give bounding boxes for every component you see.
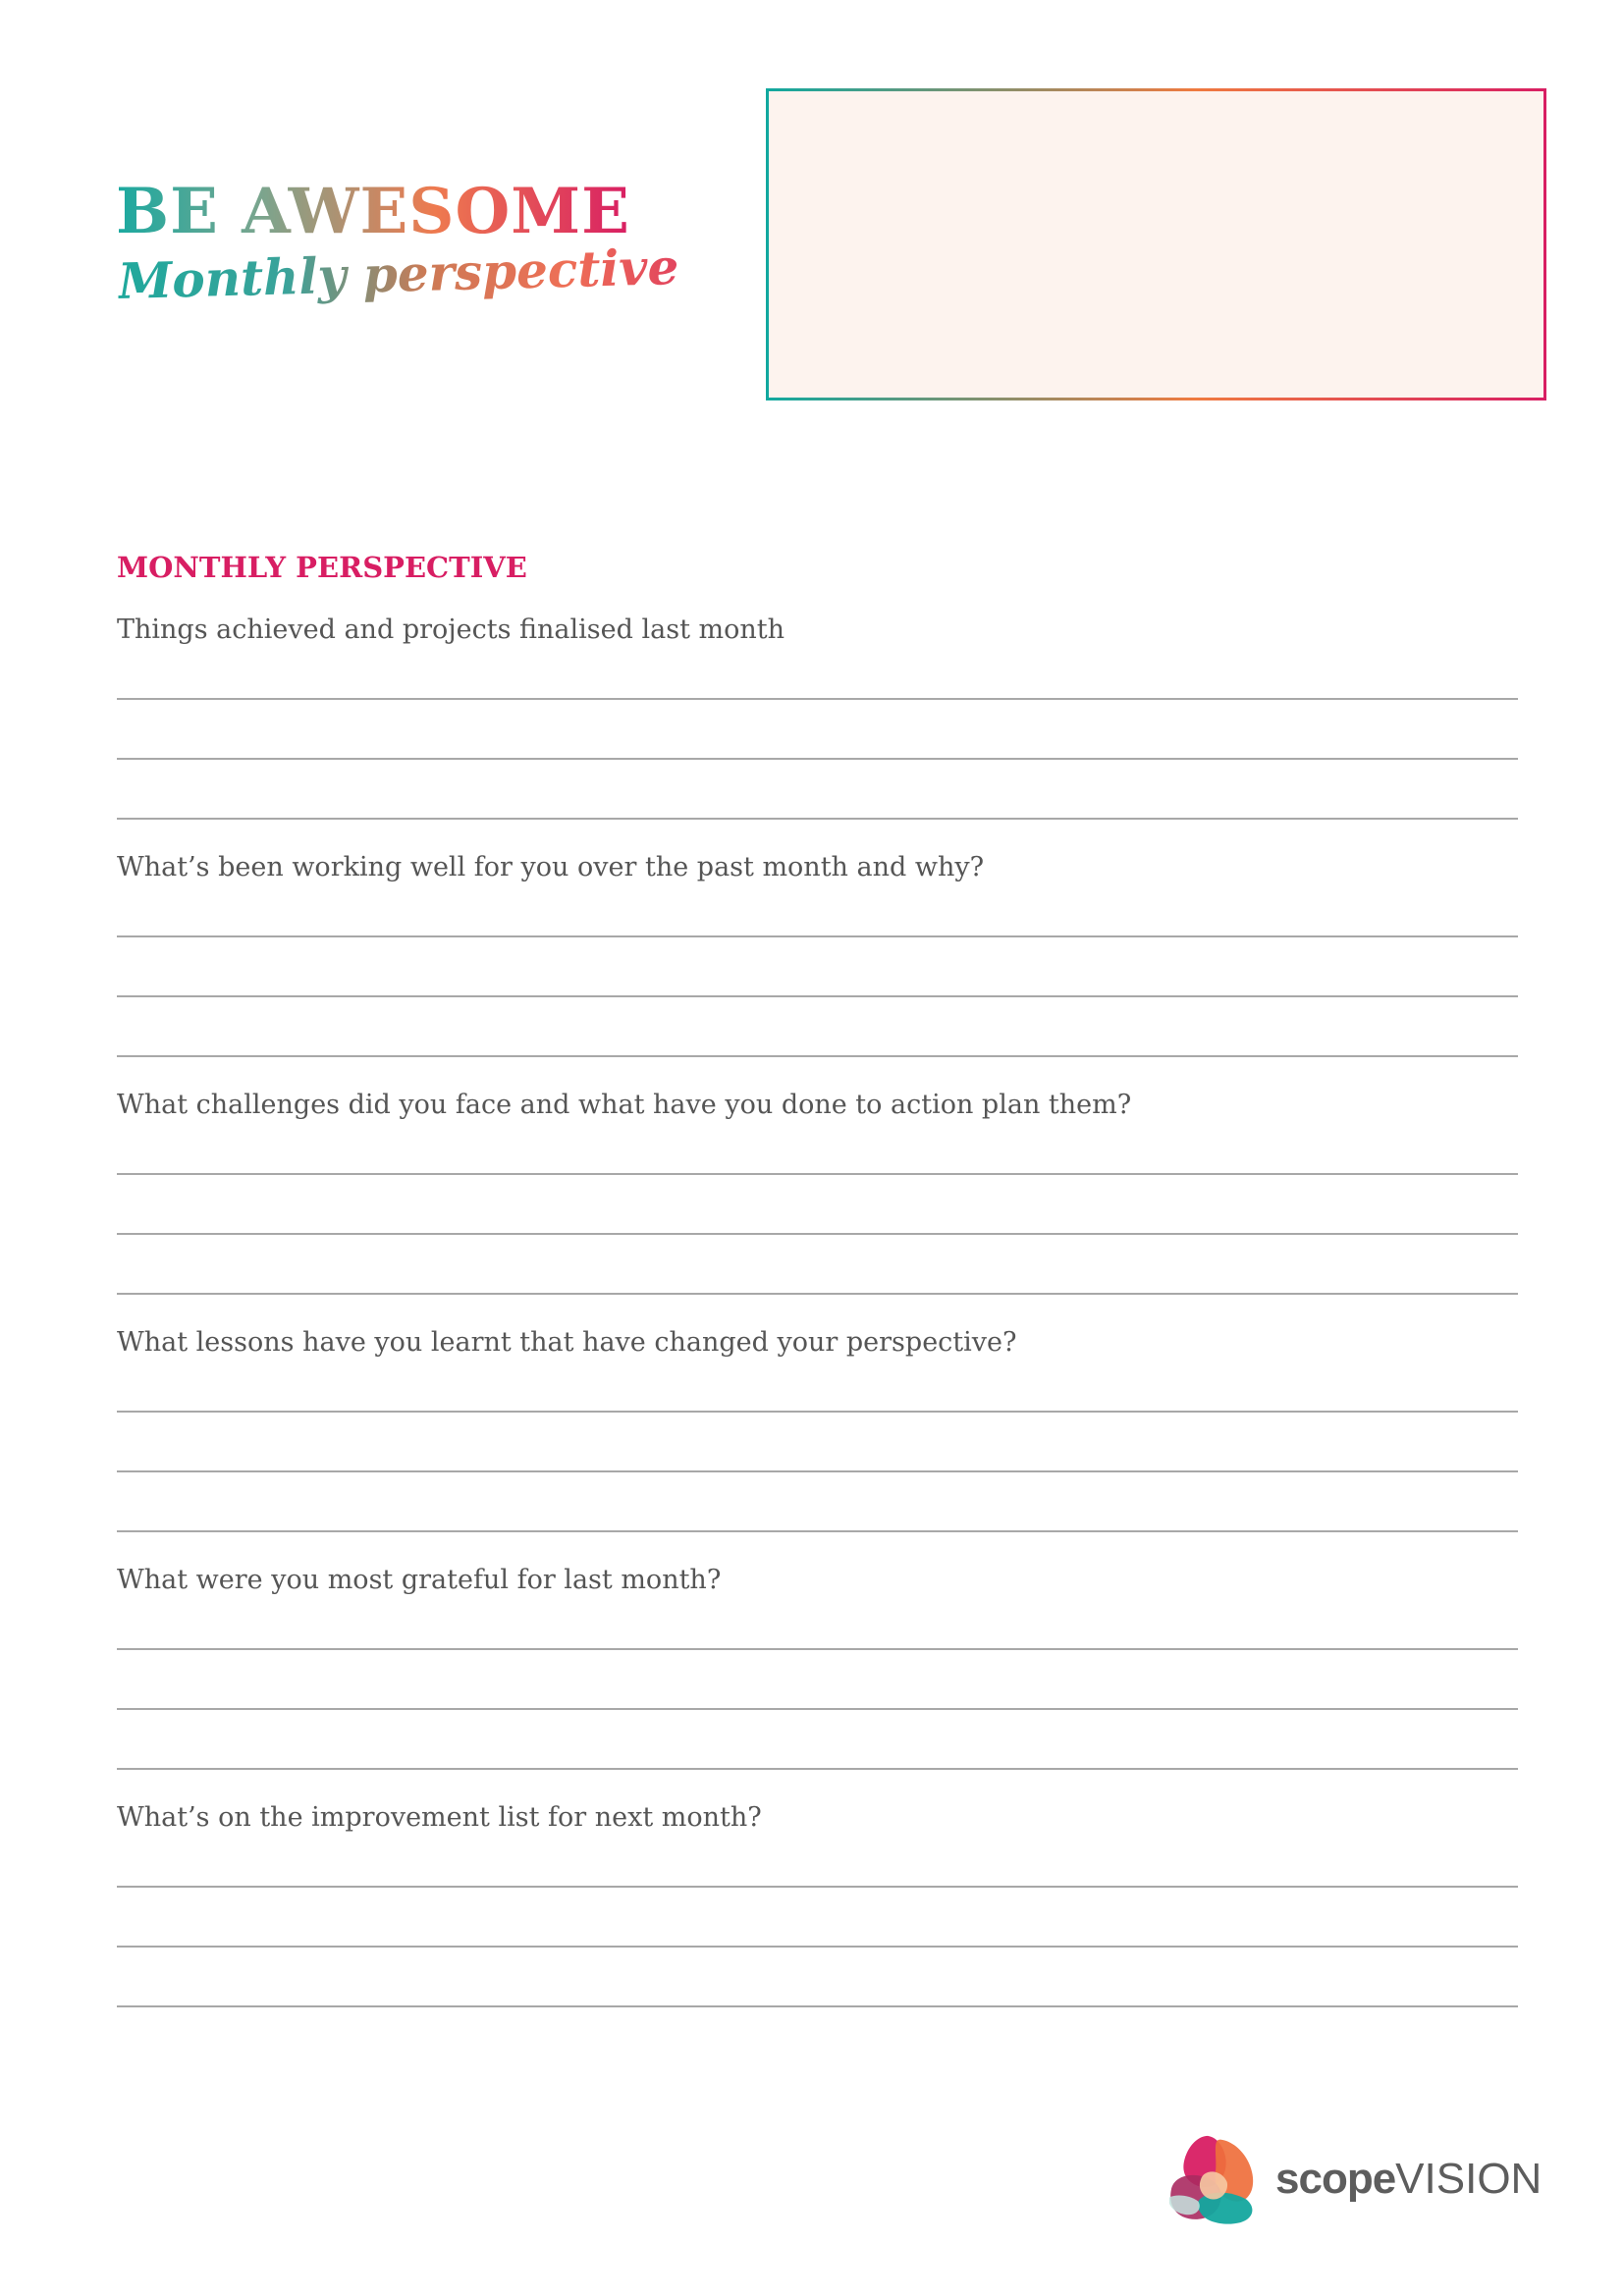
page-subtitle: Monthly perspective	[117, 236, 679, 313]
question-label: What’s on the improvement list for next month?	[117, 1802, 762, 1833]
question-label: What challenges did you face and what have you done to action plan them?	[117, 1090, 1132, 1120]
answer-line[interactable]	[117, 1233, 1518, 1235]
question-block	[117, 609, 1518, 846]
brand-light: VISION	[1395, 2155, 1543, 2203]
answer-line[interactable]	[117, 1648, 1518, 1650]
answer-line[interactable]	[117, 698, 1518, 700]
answer-line[interactable]	[117, 758, 1518, 760]
question-label: What’s been working well for you over the past month and why?	[117, 852, 985, 882]
answer-line[interactable]	[117, 1946, 1518, 1948]
answer-line[interactable]	[117, 2005, 1518, 2007]
question-block	[117, 1559, 1518, 1796]
section-heading: MONTHLY PERSPECTIVE	[117, 551, 527, 584]
question-label: What were you most grateful for last month?	[117, 1565, 722, 1595]
question-block	[117, 1084, 1518, 1321]
scopevision-wordmark	[1275, 2152, 1542, 2207]
question-label: Things achieved and projects finalised last month	[117, 614, 785, 645]
scopevision-logo-icon	[1164, 2130, 1260, 2226]
answer-line[interactable]	[117, 1293, 1518, 1295]
answer-line[interactable]	[117, 1470, 1518, 1472]
answer-line[interactable]	[117, 1530, 1518, 1532]
answer-line[interactable]	[117, 1411, 1518, 1413]
answer-line[interactable]	[117, 1173, 1518, 1175]
question-label: What lessons have you learnt that have changed your perspective?	[117, 1327, 1017, 1358]
scopevision-logo	[1164, 2130, 1543, 2228]
question-block	[117, 846, 1518, 1084]
question-block	[117, 1321, 1518, 1559]
question-block	[117, 1796, 1518, 2034]
page-title: BE AWESOME	[116, 175, 630, 248]
answer-line[interactable]	[117, 1055, 1518, 1057]
answer-line[interactable]	[117, 935, 1518, 937]
answer-line[interactable]	[117, 1768, 1518, 1770]
answer-line[interactable]	[117, 818, 1518, 820]
name-box[interactable]	[766, 88, 1546, 400]
questions-list	[117, 609, 1518, 2034]
answer-line[interactable]	[117, 1708, 1518, 1710]
answer-line[interactable]	[117, 1886, 1518, 1888]
answer-line[interactable]	[117, 995, 1518, 997]
brand-bold: scope	[1275, 2155, 1396, 2203]
